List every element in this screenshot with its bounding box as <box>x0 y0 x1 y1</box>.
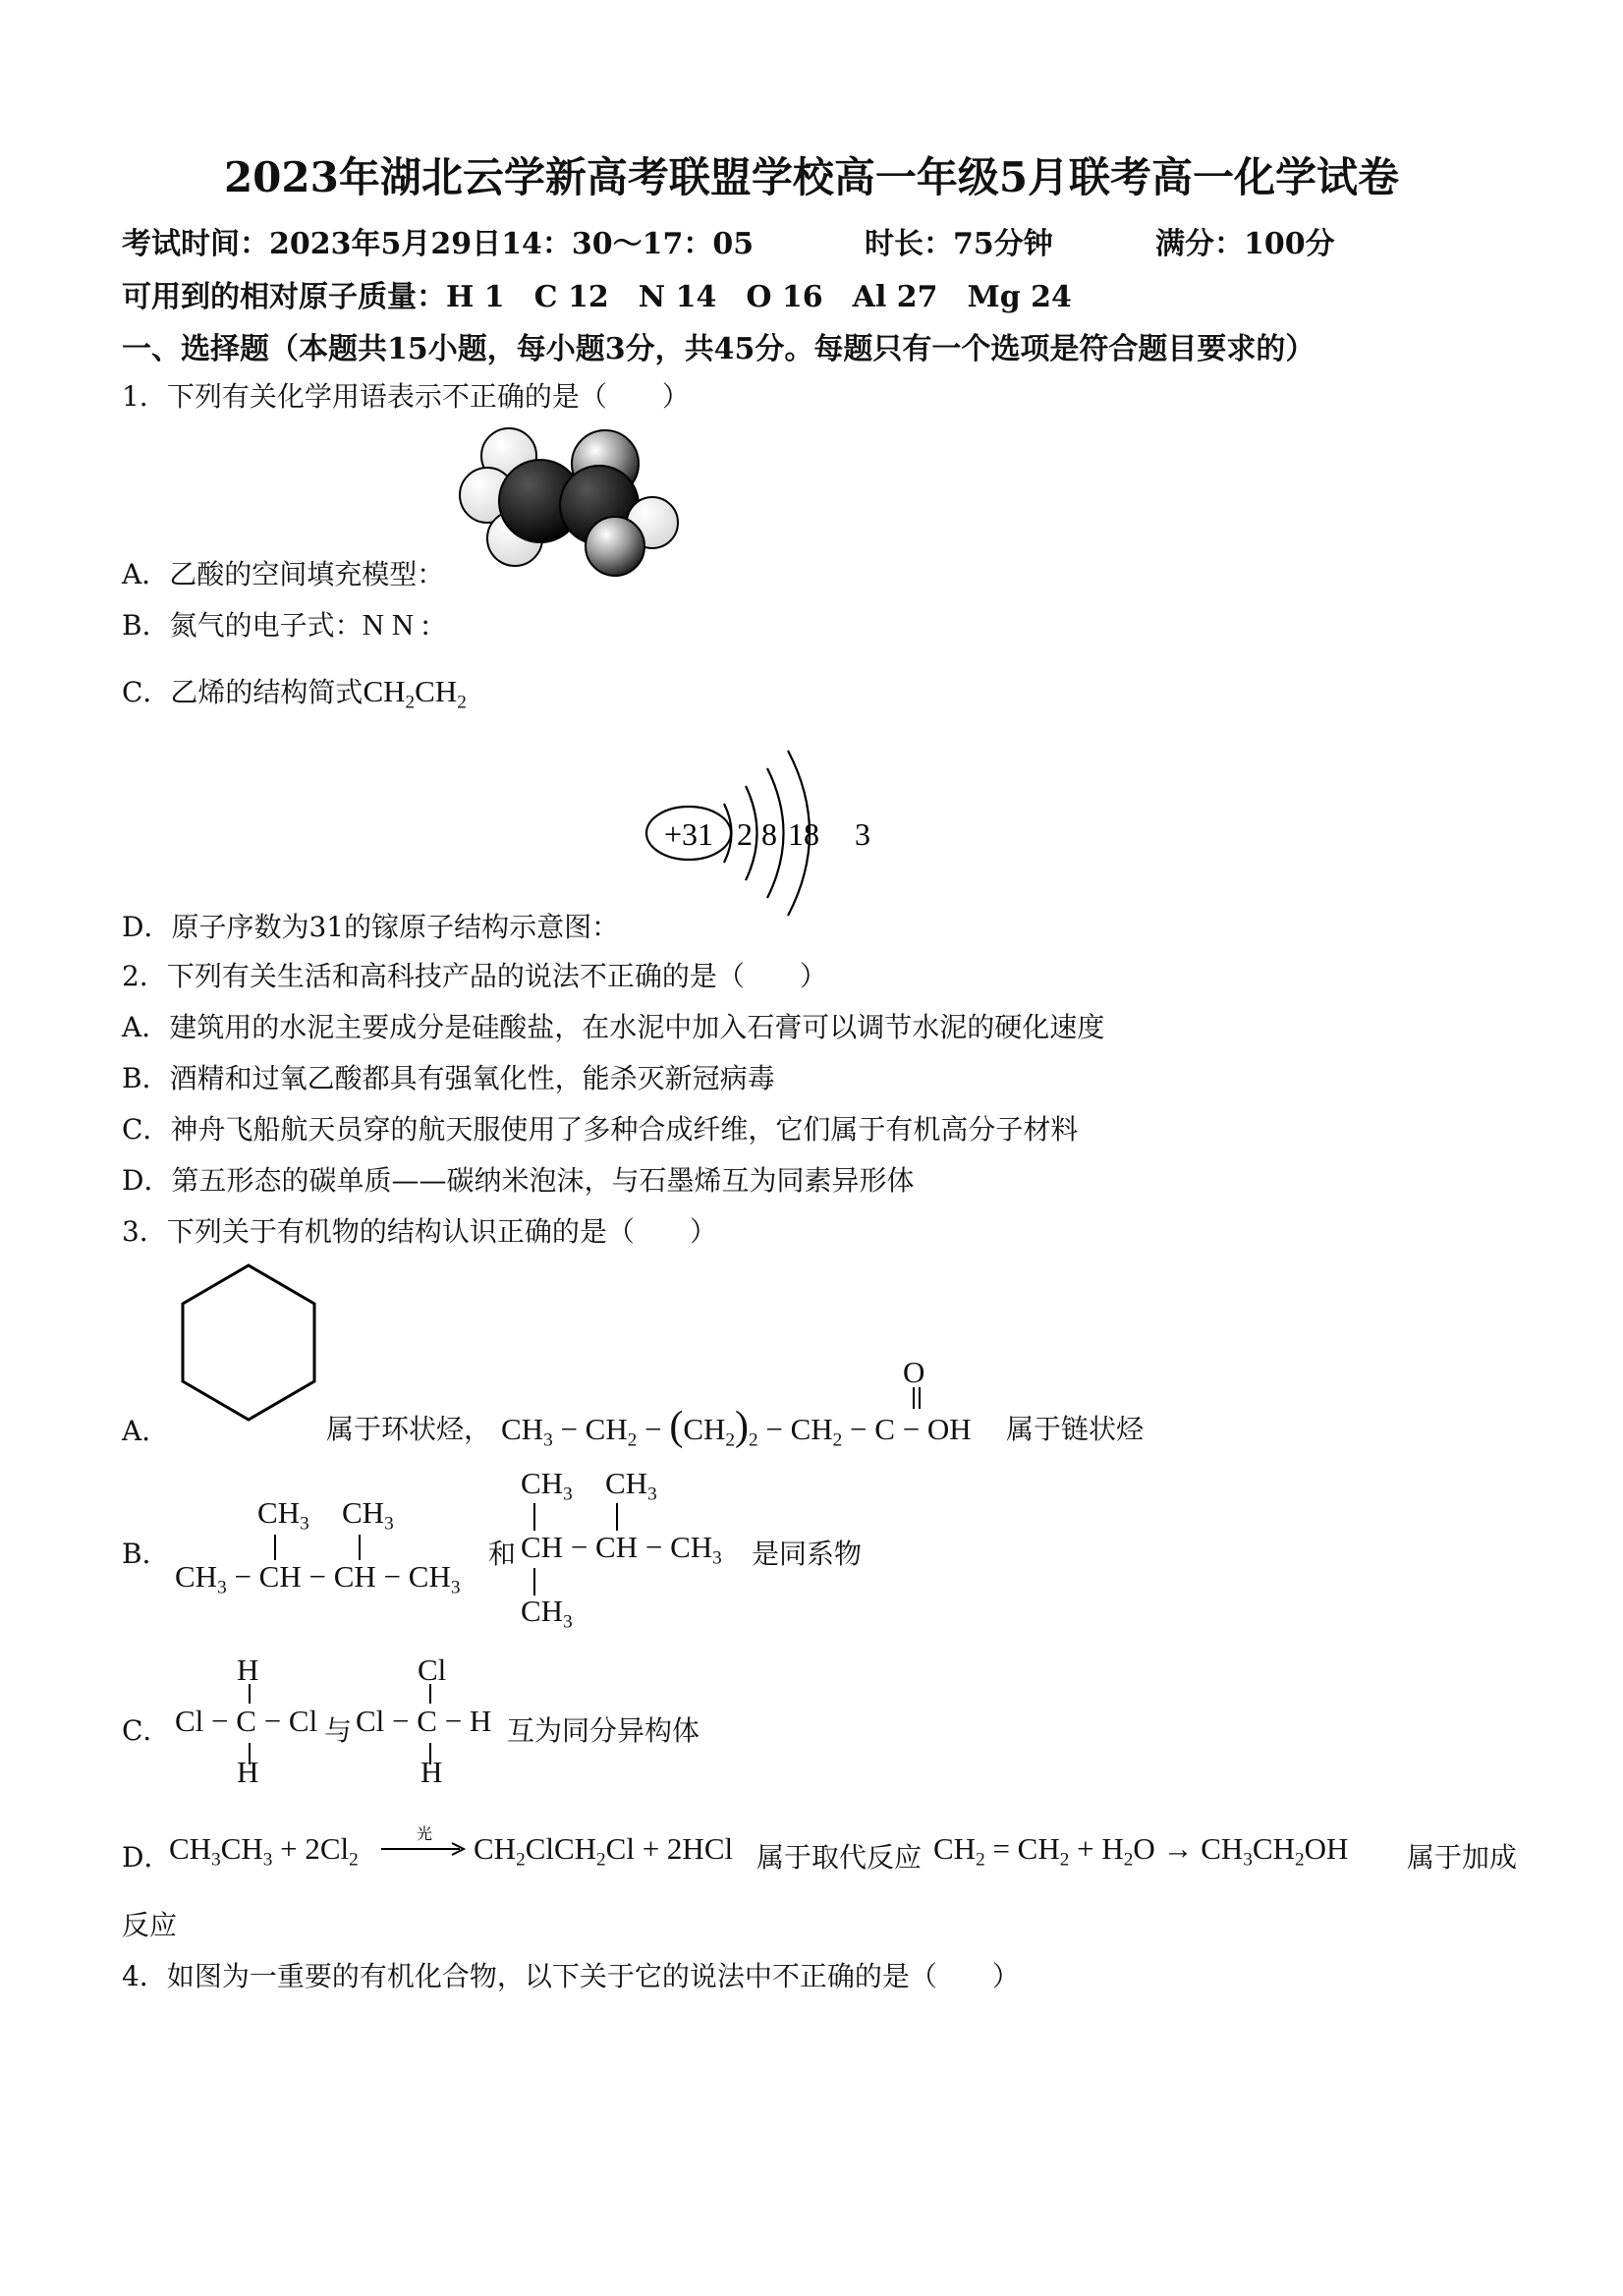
ethylene-hydration-equation: $CH_2 = CH_2 + H_2O \to CH_3CH_2OH$ <box>933 1831 1349 1871</box>
q3-option-a-text1: 属于环状烃， <box>326 1413 492 1445</box>
q3-option-a-text2: 属于链状烃 <box>1006 1413 1145 1445</box>
q3-option-c-text: 互为同分异构体 <box>507 1714 700 1747</box>
ethane-chlorination-products: $CH_2ClCH_2Cl + 2HCl$ <box>474 1831 734 1871</box>
q3-option-d-text2: 属于加成 <box>1407 1841 1518 1874</box>
q3-option-a-label: A． <box>122 1415 170 1447</box>
exam-duration-value: 75分钟 <box>953 227 1053 261</box>
trimethyl-branched-chain: CH − CH − $CH_3$ <box>521 1530 722 1569</box>
q1-option-c <box>122 671 467 713</box>
light-condition-label: 光 <box>416 1824 433 1843</box>
cyclohexane-ring <box>175 1260 322 1427</box>
hexanoic-acid-formula: $CH_3 - CH_2 - (CH_2)_2 - CH_2 - C$ − OH <box>501 1404 972 1451</box>
section-heading: 一、选择题（本题共15小题，每小题3分，共45分。每题只有一个选项是符合题目要求的） <box>122 332 1315 366</box>
methyl-branch-1: $CH_3$ <box>257 1495 309 1535</box>
acetic-acid-space-filling-model <box>458 424 686 582</box>
q2-option-a: A．建筑用的水泥主要成分是硅酸盐，在水泥中加入石膏可以调节水泥的硬化速度 <box>122 1011 1105 1043</box>
exam-score <box>1155 219 1335 262</box>
q3-option-b-text: 是同系物 <box>752 1538 863 1570</box>
question-4-stem: 4．如图为一重要的有机化合物，以下关于它的说法中不正确的是（ ） <box>122 1960 1020 1992</box>
nitrogen-electron-formula: N N : <box>362 607 430 642</box>
exam-title: 2023年湖北云学新高考联盟学校高一年级5月联考高一化学试卷 <box>223 153 1400 201</box>
q3-option-d-continuation: 反应 <box>122 1909 178 1941</box>
c2-bottom-h: H <box>420 1755 443 1789</box>
q3-option-b-label: B． <box>122 1538 170 1570</box>
methyl-branch-2: $CH_3$ <box>342 1495 394 1535</box>
exam-time-value: 2023年5月29日14：30～17：05 <box>269 227 755 261</box>
dichloromethane-formula-2: Cl − C − H <box>356 1704 492 1738</box>
shell-3-label: 18 <box>788 816 819 852</box>
c1-top-h: H <box>237 1652 259 1687</box>
gallium-atom-structure-diagram <box>641 739 886 925</box>
exam-duration <box>865 219 1053 262</box>
carbonyl-oxygen: O <box>903 1355 925 1389</box>
exam-duration-label: 时长： <box>865 227 953 261</box>
question-1-stem: 1．下列有关化学用语表示不正确的是（ ） <box>122 380 690 413</box>
c1-bottom-h: H <box>237 1755 259 1789</box>
c2-vertical-bonds <box>422 1684 442 1764</box>
shell-4-label: 3 <box>855 816 870 852</box>
q1-option-b <box>122 604 429 644</box>
exam-time-label: 考试时间： <box>122 227 269 261</box>
question-3-stem: 3．下列关于有机物的结构认识正确的是（ ） <box>122 1215 717 1248</box>
q3-option-c-label: C． <box>122 1714 171 1747</box>
ethylene-formula: $CH_2CH_2$ <box>363 674 467 713</box>
dimethylbutane-main-chain: $CH_3$ − CH − CH − $CH_3$ <box>175 1559 461 1598</box>
nucleus-label: +31 <box>663 816 714 852</box>
branch-bonds-b2 <box>527 1503 635 1621</box>
q2-option-c: C．神舟飞船航天员穿的航天服使用了多种合成纤维，它们属于有机高分子材料 <box>122 1113 1079 1146</box>
exam-score-value: 100分 <box>1244 227 1335 261</box>
methyl-branch-4: $CH_3$ <box>605 1466 657 1505</box>
exam-score-label: 满分： <box>1155 227 1244 261</box>
methyl-branch-5: $CH_3$ <box>521 1594 573 1633</box>
q3-option-c-and: 与 <box>324 1714 353 1747</box>
exam-time <box>122 219 754 262</box>
q3-option-d-text1: 属于取代反应 <box>756 1841 923 1874</box>
ethane-chlorination-reactants: $CH_3CH_3 + 2Cl_2$ <box>169 1831 359 1871</box>
carbonyl-double-bond <box>910 1387 923 1409</box>
q2-option-b: B．酒精和过氧乙酸都具有强氧化性，能杀灭新冠病毒 <box>122 1062 775 1094</box>
q1-option-a: A．乙酸的空间填充模型： <box>122 558 445 590</box>
shell-2-label: 8 <box>761 816 777 852</box>
c2-top-cl: Cl <box>418 1652 447 1687</box>
q3-option-d-label: D． <box>122 1841 172 1874</box>
methyl-branch-3: $CH_3$ <box>521 1466 573 1505</box>
q1-option-b-text: B．氮气的电子式： <box>122 609 363 642</box>
q1-option-d: D．原子序数为31的镓原子结构示意图： <box>122 911 620 943</box>
c1-vertical-bonds <box>242 1684 261 1764</box>
question-2-stem: 2．下列有关生活和高科技产品的说法不正确的是（ ） <box>122 960 827 992</box>
q3-option-b-and: 和 <box>488 1538 517 1570</box>
shell-1-label: 2 <box>737 816 753 852</box>
light-reaction-arrow <box>379 1823 470 1859</box>
q1-option-c-text: C．乙烯的结构简式 <box>122 676 364 708</box>
atomic-mass-line: 可用到的相对原子质量：H 1 C 12 N 14 O 16 Al 27 Mg 24 <box>122 280 1072 314</box>
dichloromethane-formula-1: Cl − C − Cl <box>175 1704 318 1738</box>
q2-option-d: D．第五形态的碳单质——碳纳米泡沫，与石墨烯互为同素异形体 <box>122 1164 915 1197</box>
branch-bonds-b1 <box>265 1533 383 1562</box>
